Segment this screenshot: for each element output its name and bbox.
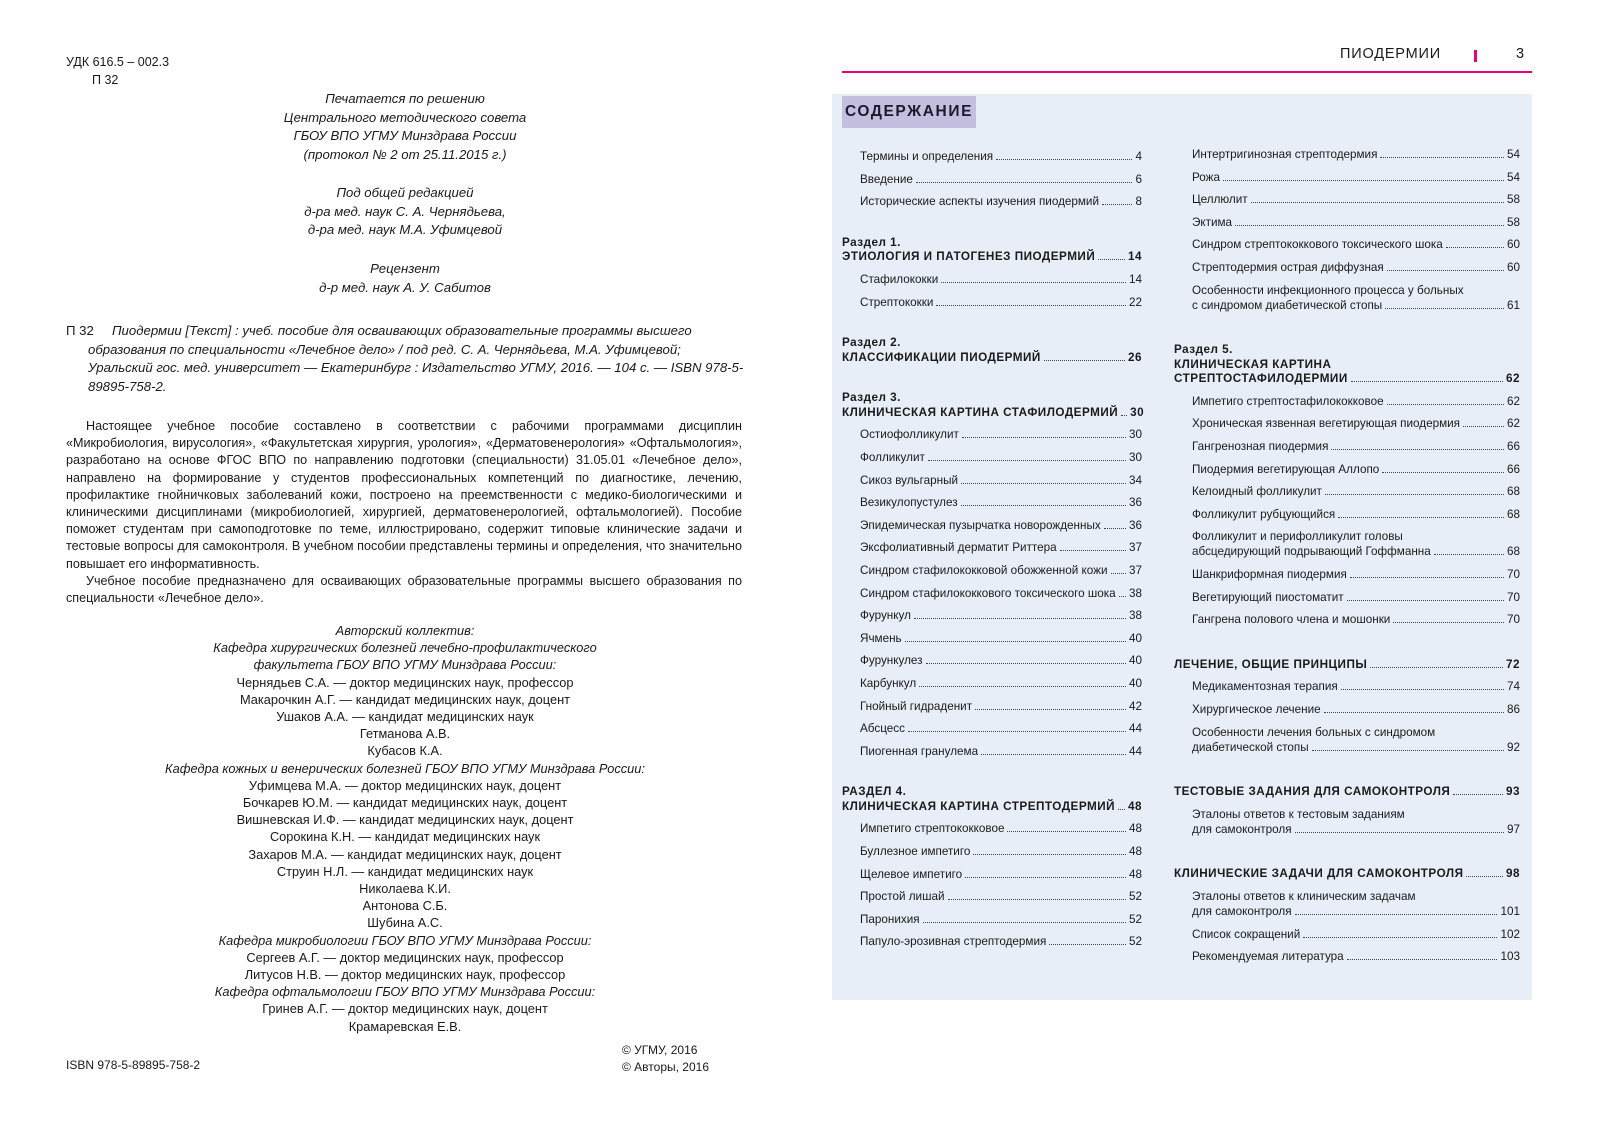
dot-leader bbox=[975, 709, 1126, 710]
toc-entry-label: Келоидный фолликулит bbox=[1192, 485, 1322, 499]
toc-entry-page: 36 bbox=[1128, 518, 1142, 532]
toc-entry-page: 6 bbox=[1135, 172, 1142, 186]
dot-leader bbox=[926, 663, 1126, 664]
author-line: Гринев А.Г. — доктор медицинских наук, доцент bbox=[262, 1001, 548, 1017]
toc-entry-page: 72 bbox=[1505, 657, 1520, 671]
toc-entry-page: 70 bbox=[1506, 590, 1520, 604]
toc-entry-label: Остиофолликулит bbox=[860, 428, 959, 442]
toc-entry-label: Синдром стафилококковой обожженной кожи bbox=[860, 563, 1108, 577]
toc-entry-page: 54 bbox=[1506, 148, 1520, 161]
toc-entry[interactable] bbox=[860, 496, 1142, 509]
toc-entry-label: Синдром стафилококкового токсического шока bbox=[860, 586, 1116, 600]
toc-entry-page: 52 bbox=[1128, 935, 1142, 949]
running-header-title: ПИОДЕРМИИ bbox=[1340, 46, 1441, 62]
toc-entry[interactable] bbox=[860, 150, 1142, 163]
toc-entry-page: 98 bbox=[1505, 867, 1520, 881]
department-heading: Кафедра кожных и венерических болезней ГБОУ ВПО УГМУ Минздрава России: bbox=[165, 760, 645, 776]
dot-leader bbox=[914, 618, 1126, 619]
toc-entry-label: Стрептококки bbox=[860, 295, 934, 309]
toc-entry-label: Пиодермия вегетирующая Аллопо bbox=[1192, 462, 1380, 476]
toc-entry-page: 62 bbox=[1505, 372, 1520, 386]
dot-leader bbox=[908, 731, 1126, 732]
toc-entry-label: Целлюлит bbox=[1192, 193, 1248, 207]
toc-entry-page: 40 bbox=[1128, 676, 1142, 690]
toc-entry-page: 70 bbox=[1506, 613, 1520, 627]
toc-entry[interactable] bbox=[860, 913, 1142, 926]
toc-entry-page: 97 bbox=[1506, 822, 1520, 836]
dot-leader bbox=[1341, 689, 1504, 690]
toc-entry[interactable] bbox=[1192, 508, 1520, 521]
toc-entry-page: 101 bbox=[1500, 905, 1520, 918]
toc-entry[interactable] bbox=[1192, 261, 1520, 274]
toc-entry-page: 61 bbox=[1506, 298, 1520, 312]
toc-entry-label: КЛАССИФИКАЦИИ ПИОДЕРМИЙ bbox=[842, 350, 1041, 364]
toc-entry[interactable] bbox=[1192, 741, 1520, 754]
toc-entry[interactable] bbox=[860, 722, 1142, 735]
toc-entry-label: СТРЕПТОСТАФИЛОДЕРМИИ bbox=[1174, 372, 1348, 386]
toc-entry-page: 8 bbox=[1135, 195, 1142, 209]
toc-entry[interactable] bbox=[860, 745, 1142, 758]
toc-entry[interactable] bbox=[1192, 613, 1520, 626]
toc-entry-line: Особенности инфекционного процесса у больных bbox=[1192, 283, 1464, 297]
toc-entry-label: ЛЕЧЕНИЕ, ОБЩИЕ ПРИНЦИПЫ bbox=[1174, 657, 1368, 671]
toc-entry[interactable] bbox=[1192, 823, 1520, 836]
toc-entry[interactable] bbox=[860, 632, 1142, 645]
dot-leader bbox=[1324, 712, 1504, 713]
toc-entry[interactable] bbox=[860, 845, 1142, 858]
toc-entry-page: 60 bbox=[1506, 238, 1520, 252]
toc-entry-label: Термины и определения bbox=[860, 150, 994, 163]
toc-entry[interactable] bbox=[1192, 148, 1520, 161]
toc-entry[interactable] bbox=[1192, 703, 1520, 716]
toc-entry-label: с синдромом диабетической стопы bbox=[1192, 298, 1383, 312]
dot-leader bbox=[1295, 914, 1498, 915]
department-heading: Кафедра хирургических болезней лечебно-профилактического bbox=[213, 640, 597, 656]
toc-entry-page: 66 bbox=[1506, 440, 1520, 453]
dot-leader bbox=[936, 305, 1126, 306]
toc-entry-label: Интертригинозная стрептодермия bbox=[1192, 148, 1378, 161]
dot-leader bbox=[1044, 360, 1125, 361]
author-line: Захаров М.А. — кандидат медицинских наук, доцент bbox=[248, 846, 562, 862]
toc-entry[interactable] bbox=[860, 541, 1142, 554]
toc-entry-page: 38 bbox=[1128, 586, 1142, 600]
bibliographic-record bbox=[66, 322, 746, 396]
toc-entry[interactable] bbox=[860, 822, 1142, 835]
toc-entry[interactable] bbox=[1192, 680, 1520, 693]
toc-entry[interactable] bbox=[860, 173, 1142, 186]
catalog-code: П 32 bbox=[92, 73, 119, 87]
author-line: Ушаков А.А. — кандидат медицинских наук bbox=[276, 709, 534, 725]
dot-leader bbox=[1463, 426, 1504, 427]
copyright bbox=[622, 1042, 709, 1075]
toc-entry[interactable] bbox=[1192, 905, 1520, 918]
toc-entry-page: 93 bbox=[1505, 785, 1520, 799]
toc-entry-page: 54 bbox=[1506, 170, 1520, 184]
toc-entry-label: Исторические аспекты изучения пиодермий bbox=[860, 195, 1099, 209]
dot-leader bbox=[1303, 937, 1497, 938]
toc-entry-label: для самоконтроля bbox=[1192, 822, 1292, 836]
toc-entry-page: 44 bbox=[1128, 722, 1142, 736]
dot-leader bbox=[1007, 831, 1126, 832]
toc-entry-label: ЭТИОЛОГИЯ И ПАТОГЕНЕЗ ПИОДЕРМИЙ bbox=[842, 250, 1096, 264]
dot-leader bbox=[1347, 959, 1498, 960]
toc-entry-label: Фолликулит рубцующийся bbox=[1192, 507, 1336, 521]
toc-section-entry[interactable] bbox=[1174, 372, 1520, 387]
text-line: д-р мед. наук А. У. Сабитов bbox=[319, 279, 491, 295]
toc-entry-page: 30 bbox=[1130, 405, 1145, 419]
toc-section-entry[interactable] bbox=[1174, 867, 1520, 882]
toc-entry-label: Абсцесс bbox=[860, 722, 905, 736]
toc-entry[interactable] bbox=[1192, 216, 1520, 229]
toc-entry-page: 102 bbox=[1500, 927, 1520, 941]
toc-entry-line: Эталоны ответов к клиническим задачам bbox=[1192, 890, 1416, 903]
dot-leader bbox=[1382, 472, 1504, 473]
toc-entry-label: Стафилококки bbox=[860, 272, 939, 286]
dot-leader bbox=[1251, 202, 1504, 203]
dot-leader bbox=[948, 899, 1126, 900]
toc-entry-page: 36 bbox=[1128, 496, 1142, 510]
toc-entry-label: КЛИНИЧЕСКИЕ ЗАДАЧИ ДЛЯ САМОКОНТРОЛЯ bbox=[1174, 867, 1464, 881]
toc-entry-label: Стрептодермия острая диффузная bbox=[1192, 261, 1384, 274]
toc-section-heading: Раздел 5. bbox=[1174, 343, 1233, 357]
toc-entry-page: 70 bbox=[1506, 568, 1520, 581]
dot-leader bbox=[1385, 308, 1504, 309]
dot-leader bbox=[1049, 944, 1126, 945]
annotation-paragraph: Учебное пособие предназначено для осваивающих образовательные программы высшего образования по специальности «Лечебное дело». bbox=[66, 573, 742, 606]
toc-entry-label: для самоконтроля bbox=[1192, 905, 1292, 918]
authors-list bbox=[70, 622, 740, 1035]
author-line: Сорокина К.Н. — кандидат медицинских наук bbox=[269, 829, 541, 845]
toc-entry-page: 48 bbox=[1128, 867, 1142, 881]
toc-entry-label: Карбункул bbox=[860, 676, 917, 690]
toc-entry-label: Пиогенная гранулема bbox=[860, 744, 979, 758]
header-accent-mark bbox=[1474, 50, 1477, 62]
toc-entry[interactable] bbox=[1192, 568, 1520, 581]
dot-leader bbox=[1370, 667, 1503, 668]
editors-block bbox=[70, 184, 740, 240]
dot-leader bbox=[1338, 517, 1504, 518]
dot-leader bbox=[923, 922, 1126, 923]
annotation-paragraph: Настоящее учебное пособие составлено в соответствии с рабочими программами дисциплин «Микробиология, вирусология», «Факультетская хирургия, урология», «Дерматовенерология» «Офтальмология», разработано на основе ФГОС ВПО по направлению подготовки (специальности) 31.05.01 «Лечебное дело», направлено на формирование у студентов профессиональных компетенций по диагностике, лечению, профилактике гнойничковых заболеваний кожи, построено на преемственности с медико-биологическими и клиническими дисциплинами (микробиологией, хирургией, дерматовенерологией, офтальмологией). Пособие поможет студентам при самоподготовке по теме, иллюстрировано, содержит типовые клинические задачи и тестовые вопросы для самоконтроля. В учебном пособии представлены термины и определения, что значительно повышает его информативность. bbox=[66, 419, 742, 571]
toc-entry-page: 30 bbox=[1128, 428, 1142, 442]
dot-leader bbox=[1295, 832, 1504, 833]
toc-section-entry[interactable] bbox=[842, 405, 1145, 421]
toc-entry-page: 62 bbox=[1506, 394, 1520, 408]
dot-leader bbox=[962, 437, 1126, 438]
toc-entry-label: диабетической стопы bbox=[1192, 740, 1309, 754]
author-line: Бочкарев Ю.М. — кандидат медицинских наук, доцент bbox=[242, 795, 568, 811]
dot-leader bbox=[1380, 157, 1504, 158]
toc-entry-label: Хроническая язвенная вегетирующая пиодермия bbox=[1192, 417, 1460, 431]
toc-entry-page: 30 bbox=[1128, 450, 1142, 464]
dot-leader bbox=[919, 686, 1126, 687]
dot-leader bbox=[1104, 528, 1126, 529]
toc-section-heading: КЛИНИЧЕСКАЯ КАРТИНА bbox=[1174, 357, 1332, 371]
dot-leader bbox=[1060, 550, 1126, 551]
toc-section-heading: РАЗДЕЛ 4. bbox=[842, 785, 907, 799]
dot-leader bbox=[1235, 225, 1504, 226]
right-page bbox=[800, 0, 1600, 1132]
toc-entry[interactable] bbox=[860, 609, 1142, 622]
toc-entry-page: 48 bbox=[1128, 822, 1142, 836]
toc-entry[interactable] bbox=[860, 273, 1142, 286]
toc-entry-page: 66 bbox=[1506, 462, 1520, 476]
toc-entry-label: Фурункулез bbox=[860, 654, 923, 668]
toc-entry-label: Паронихия bbox=[860, 912, 920, 926]
toc-entry[interactable] bbox=[860, 890, 1142, 903]
dot-leader bbox=[1466, 876, 1503, 877]
toc-entry-page: 48 bbox=[1128, 845, 1142, 858]
dot-leader bbox=[1111, 573, 1126, 574]
department-heading: Авторский коллектив: bbox=[335, 623, 475, 638]
copyright-line: © Авторы, 2016 bbox=[622, 1059, 709, 1074]
toc-entry-label: Синдром стрептококкового токсического шока bbox=[1192, 238, 1443, 252]
toc-entry-page: 58 bbox=[1506, 215, 1520, 229]
toc-entry-label: Импетиго стрептококковое bbox=[860, 822, 1005, 836]
toc-section-heading: Раздел 2. bbox=[842, 336, 901, 350]
author-line: Чернядьев С.А. — доктор медицинских наук, профессор bbox=[236, 674, 574, 690]
toc-entry-label: Ячмень bbox=[860, 631, 902, 645]
reviewer-block bbox=[70, 260, 740, 297]
author-line: Уфимцева М.А. — доктор медицинских наук, доцент bbox=[248, 777, 562, 793]
toc-entry-label: Фолликулит bbox=[860, 450, 925, 464]
toc-title: СОДЕРЖАНИЕ bbox=[842, 96, 976, 128]
toc-entry[interactable] bbox=[1192, 545, 1520, 558]
author-line: Сергеев А.Г. — доктор медицинских наук, профессор bbox=[246, 949, 564, 965]
toc-entry-page: 48 bbox=[1127, 799, 1142, 813]
author-line: Николаева К.И. bbox=[359, 881, 451, 897]
toc-entry-line: Эталоны ответов к тестовым заданиям bbox=[1192, 807, 1405, 821]
toc-entry-label: Введение bbox=[860, 172, 913, 186]
toc-entry-label: абсцедирующий подрывающий Гоффманна bbox=[1192, 545, 1431, 559]
dot-leader bbox=[1331, 449, 1504, 450]
toc-entry-label: Сикоз вульгарный bbox=[860, 473, 959, 487]
toc-section-entry[interactable] bbox=[1174, 658, 1520, 673]
dot-leader bbox=[1119, 596, 1126, 597]
publication-decision bbox=[70, 90, 740, 165]
toc-entry-page: 14 bbox=[1128, 272, 1142, 286]
toc-entry-page: 74 bbox=[1506, 680, 1520, 694]
toc-entry-label: Эксфолиативный дерматит Риттера bbox=[860, 541, 1057, 555]
toc-entry-label: Импетиго стрептостафилококковое bbox=[1192, 394, 1384, 408]
toc-entry-label: Гангрена полового члена и мошонки bbox=[1192, 613, 1391, 627]
dot-leader bbox=[905, 641, 1126, 642]
dot-leader bbox=[961, 483, 1126, 484]
toc-entry-label: Простой лишай bbox=[860, 890, 945, 904]
toc-entry-page: 68 bbox=[1506, 507, 1520, 521]
dot-leader bbox=[1453, 794, 1503, 795]
toc-entry[interactable] bbox=[1192, 299, 1520, 312]
toc-entry-label: Шанкриформная пиодермия bbox=[1192, 568, 1347, 581]
toc-entry[interactable] bbox=[860, 564, 1142, 577]
toc-entry-page: 14 bbox=[1127, 250, 1142, 264]
toc-entry-page: 68 bbox=[1506, 545, 1520, 559]
header-rule bbox=[842, 71, 1532, 73]
toc-entry-label: Гангренозная пиодермия bbox=[1192, 440, 1329, 453]
toc-entry[interactable] bbox=[1192, 591, 1520, 604]
toc-entry-page: 22 bbox=[1128, 295, 1142, 309]
text-line: Под общей редакцией bbox=[336, 185, 474, 200]
toc-entry-label: Медикаментозная терапия bbox=[1192, 680, 1338, 694]
dot-leader bbox=[1102, 204, 1132, 205]
toc-entry-line: Особенности лечения больных с синдромом bbox=[1192, 725, 1436, 739]
bib-code: П 32 bbox=[66, 323, 94, 338]
author-line: Крамаревская Е.В. bbox=[348, 1018, 462, 1034]
udk-code: УДК 616.5 – 002.3 bbox=[66, 55, 170, 69]
toc-entry[interactable] bbox=[1192, 485, 1520, 498]
text-line: (протокол № 2 от 25.11.2015 г.) bbox=[303, 147, 507, 163]
toc-entry-page: 92 bbox=[1506, 740, 1520, 754]
toc-section-entry[interactable] bbox=[842, 800, 1142, 815]
dot-leader bbox=[1387, 404, 1504, 405]
toc-entry-label: Рожа bbox=[1192, 170, 1220, 184]
toc-entry[interactable] bbox=[860, 195, 1142, 208]
toc-entry-label: КЛИНИЧЕСКАЯ КАРТИНА СТАФИЛОДЕРМИЙ bbox=[842, 405, 1119, 419]
toc-entry[interactable] bbox=[1192, 193, 1520, 206]
toc-entry-page: 40 bbox=[1128, 631, 1142, 645]
toc-entry-label: Эпидемическая пузырчатка новорожденных bbox=[860, 518, 1101, 532]
toc-entry-page: 40 bbox=[1128, 654, 1142, 668]
toc-entry-page: 37 bbox=[1128, 563, 1142, 577]
dot-leader bbox=[981, 754, 1126, 755]
text-line: Рецензент bbox=[370, 261, 440, 276]
toc-entry-label: Эктима bbox=[1192, 215, 1233, 229]
toc-entry[interactable] bbox=[860, 700, 1142, 713]
toc-entry-label: Щелевое импетиго bbox=[860, 867, 963, 881]
toc-entry[interactable] bbox=[860, 451, 1142, 464]
toc-entry[interactable] bbox=[1192, 171, 1520, 184]
toc-entry-page: 52 bbox=[1128, 912, 1142, 926]
copyright-line: © УГМУ, 2016 bbox=[622, 1043, 698, 1057]
dot-leader bbox=[1325, 494, 1504, 495]
dot-leader bbox=[1118, 809, 1125, 810]
dot-leader bbox=[941, 282, 1126, 283]
isbn: ISBN 978-5-89895-758-2 bbox=[66, 1058, 201, 1072]
dot-leader bbox=[1446, 247, 1504, 248]
toc-entry-label: Хирургическое лечение bbox=[1192, 703, 1321, 716]
dot-leader bbox=[973, 854, 1126, 855]
dot-leader bbox=[1434, 554, 1504, 555]
toc-entry-page: 58 bbox=[1506, 193, 1520, 207]
author-line: Струин Н.Л. — кандидат медицинских наук bbox=[276, 863, 534, 879]
toc-section-heading: Раздел 1. bbox=[842, 235, 901, 249]
toc-entry-page: 4 bbox=[1135, 150, 1142, 163]
toc-entry-page: 62 bbox=[1506, 417, 1520, 431]
author-line: Антонова С.Б. bbox=[362, 898, 448, 914]
department-heading: Кафедра микробиологии ГБОУ ВПО УГМУ Минздрава России: bbox=[218, 932, 592, 948]
toc-entry-page: 34 bbox=[1128, 473, 1142, 487]
toc-entry-page: 44 bbox=[1128, 744, 1142, 758]
toc-entry-label: Вегетирующий пиостоматит bbox=[1192, 590, 1344, 604]
toc-entry-label: Рекомендуемая литература bbox=[1192, 950, 1344, 964]
toc-entry[interactable] bbox=[860, 296, 1142, 309]
toc-entry[interactable] bbox=[1192, 928, 1520, 941]
toc-entry-label: ТЕСТОВЫЕ ЗАДАНИЯ ДЛЯ САМОКОНТРОЛЯ bbox=[1174, 785, 1451, 799]
dot-leader bbox=[1351, 381, 1503, 382]
author-line: Гетманова А.В. bbox=[359, 726, 451, 742]
dot-leader bbox=[1121, 415, 1127, 416]
text-line: д-ра мед. наук С. А. Чернядьева, bbox=[304, 203, 506, 219]
dot-leader bbox=[1350, 577, 1504, 578]
dot-leader bbox=[1098, 259, 1125, 260]
toc-entry-label: КЛИНИЧЕСКАЯ КАРТИНА СТРЕПТОДЕРМИЙ bbox=[842, 799, 1115, 813]
toc-entry-page: 37 bbox=[1128, 541, 1142, 555]
toc-entry[interactable] bbox=[860, 587, 1142, 600]
author-line: Шубина А.С. bbox=[367, 915, 443, 931]
dot-leader bbox=[928, 460, 1126, 461]
toc-entry[interactable] bbox=[860, 868, 1142, 881]
department-heading: Кафедра офтальмологии ГБОУ ВПО УГМУ Минздрава России: bbox=[214, 984, 596, 1000]
toc-entry-page: 68 bbox=[1506, 485, 1520, 499]
toc-section-heading: Раздел 3. bbox=[842, 391, 901, 405]
toc-entry-page: 38 bbox=[1128, 609, 1142, 623]
toc-entry[interactable] bbox=[1192, 238, 1520, 251]
dot-leader bbox=[1223, 180, 1504, 181]
toc-section-entry[interactable] bbox=[1174, 785, 1520, 800]
text-line: ГБОУ ВПО УГМУ Минздрава России bbox=[293, 128, 517, 144]
toc-entry-line: Фолликулит и перифолликулит головы bbox=[1192, 530, 1403, 544]
toc-entry[interactable] bbox=[860, 474, 1142, 487]
toc-entry[interactable] bbox=[1192, 950, 1520, 963]
toc-entry-page: 60 bbox=[1506, 261, 1520, 274]
toc-entry-page: 86 bbox=[1506, 703, 1520, 716]
page-number: 3 bbox=[1516, 46, 1525, 62]
toc-entry-label: Папуло-эрозивная стрептодермия bbox=[860, 935, 1047, 949]
dot-leader bbox=[1393, 622, 1504, 623]
author-line: Вишневская И.Ф. — кандидат медицинских наук, доцент bbox=[236, 812, 574, 828]
toc-entry[interactable] bbox=[860, 519, 1142, 532]
dot-leader bbox=[1312, 750, 1504, 751]
author-line: Макарочкин А.Г. — кандидат медицинских наук, доцент bbox=[239, 691, 571, 707]
toc-entry-page: 52 bbox=[1128, 890, 1142, 904]
annotation bbox=[66, 418, 742, 607]
toc-entry-label: Список сокращений bbox=[1192, 927, 1301, 941]
dot-leader bbox=[1347, 600, 1504, 601]
toc-entry[interactable] bbox=[860, 677, 1142, 690]
toc-entry-label: Везикулопустулез bbox=[860, 496, 958, 510]
dot-leader bbox=[916, 182, 1133, 183]
toc-entry[interactable] bbox=[1192, 417, 1520, 430]
author-line: Кубасов К.А. bbox=[367, 743, 443, 759]
bib-text: Пиодермии [Текст] : учеб. пособие для осваивающих образовательные программы высшего образования по специальности «Лечебное дело» / под ред. С. А. Чернядьева, М.А. Уфимцевой; Уральский гос. мед. университет — Екатеринбург : Издательство УГМУ, 2016. — 104 с. — ISBN 978-5-89895-758-2. bbox=[88, 323, 744, 394]
text-line: Печатается по решению bbox=[325, 91, 485, 106]
toc-section-entry[interactable] bbox=[842, 250, 1142, 265]
toc-entry-label: Фурункул bbox=[860, 609, 911, 623]
udk-block bbox=[66, 53, 169, 89]
toc-entry[interactable] bbox=[1192, 463, 1520, 476]
toc-entry-page: 103 bbox=[1500, 950, 1520, 964]
toc-section-entry[interactable] bbox=[842, 351, 1142, 366]
toc-entry[interactable] bbox=[860, 428, 1142, 441]
text-line: д-ра мед. наук М.А. Уфимцевой bbox=[307, 222, 503, 238]
dot-leader bbox=[1387, 270, 1504, 271]
department-heading: факультета ГБОУ ВПО УГМУ Минздрава России: bbox=[253, 657, 557, 673]
toc-entry-page: 26 bbox=[1127, 350, 1142, 364]
author-line: Литусов Н.В. — доктор медицинских наук, профессор bbox=[244, 967, 566, 983]
toc-entry[interactable] bbox=[860, 654, 1142, 667]
text-line: Центрального методического совета bbox=[283, 109, 527, 125]
dot-leader bbox=[996, 159, 1132, 160]
dot-leader bbox=[965, 877, 1126, 878]
toc-entry-label: Буллезное импетиго bbox=[860, 845, 971, 858]
toc-entry-page: 42 bbox=[1128, 699, 1142, 713]
toc-entry[interactable] bbox=[1192, 395, 1520, 408]
dot-leader bbox=[961, 505, 1126, 506]
toc-entry[interactable] bbox=[860, 935, 1142, 948]
toc-entry[interactable] bbox=[1192, 440, 1520, 453]
toc-entry-label: Гнойный гидраденит bbox=[860, 699, 973, 713]
